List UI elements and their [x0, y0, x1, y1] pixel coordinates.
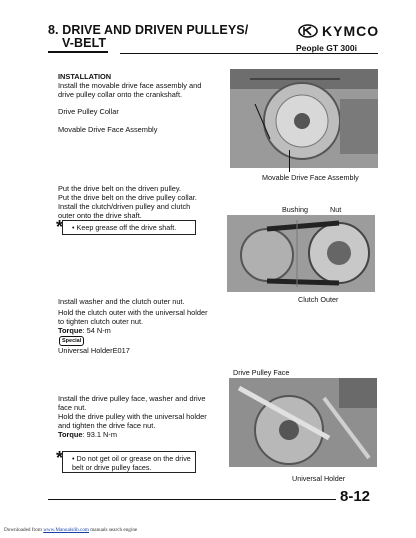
label-nut: Nut	[330, 205, 342, 214]
label-bushing: Bushing	[282, 205, 308, 214]
caption-movable-drive-face: Movable Drive Face Assembly	[262, 173, 359, 182]
chapter-title-line1: 8. DRIVE AND DRIVEN PULLEYS/	[48, 23, 249, 37]
section4-line1: Install the drive pulley face, washer and drive face nut.	[58, 394, 206, 412]
footer-rule	[48, 499, 336, 500]
page-number: 8-12	[340, 488, 371, 505]
caption-leader-line	[289, 150, 290, 172]
section1-body: Install the movable drive face assembly and drive pulley collar onto the crankshaft.	[58, 81, 202, 99]
section2-text	[58, 184, 208, 220]
section3-text	[58, 297, 210, 335]
caution-asterisk-icon: *	[56, 448, 64, 468]
header-underline	[48, 51, 108, 53]
engine-photo-1	[230, 69, 378, 168]
chapter-title	[48, 24, 248, 50]
note-box-grease	[62, 220, 196, 235]
photo-drive-belt	[227, 215, 375, 292]
torque-line-2	[58, 430, 210, 439]
bullet-icon: •	[72, 454, 75, 463]
engine-photo-2	[227, 215, 375, 292]
footer-suffix: manuals search engine	[88, 527, 138, 533]
engine-photo-3	[229, 378, 377, 467]
section3-line1: Install washer and the clutch outer nut.	[58, 297, 185, 306]
note-text: Do not get oil or grease on the drive belt or drive pulley faces.	[72, 454, 191, 472]
brand-logo	[298, 23, 379, 39]
section2-line3: Install the clutch/driven pulley and clutch outer onto the drive shaft.	[58, 202, 191, 220]
callout-movable-drive-face: Movable Drive Face Assembly	[58, 125, 158, 134]
section4-line2: Hold the drive pulley with the universal holder and tighten the drive face nut.	[58, 412, 207, 430]
label-clutch-outer: Clutch Outer	[298, 295, 339, 304]
caution-asterisk-icon: *	[56, 217, 64, 237]
section2-line1: Put the drive belt on the driven pulley.	[58, 184, 182, 193]
torque-value: : 54 N-m	[82, 326, 111, 335]
callout-drive-pulley-collar: Drive Pulley Collar	[58, 107, 119, 116]
photo-movable-drive-face	[230, 69, 378, 168]
manualslib-link[interactable]: www.Manualslib.com	[43, 527, 89, 533]
photo-drive-pulley-face	[229, 378, 377, 467]
note-box-oil	[62, 451, 196, 473]
chapter-title-line2: V-BELT	[62, 36, 107, 50]
note-text: Keep grease off the drive shaft.	[76, 223, 177, 232]
section2-line2: Put the drive belt on the drive pulley collar.	[58, 193, 197, 202]
footer-prefix: Downloaded from	[4, 527, 44, 533]
download-footer	[4, 527, 137, 533]
section1-text	[58, 72, 208, 99]
kymco-logo-icon	[298, 24, 318, 38]
header-rule	[120, 53, 378, 54]
brand-name: KYMCO	[322, 23, 380, 39]
label-universal-holder: Universal Holder	[292, 474, 346, 483]
torque-value: : 93.1 N-m	[82, 430, 117, 439]
special-tool-badge: Special	[59, 336, 84, 346]
torque-label: Torque	[58, 430, 83, 439]
model-name: People GT 300i	[296, 43, 357, 53]
section4-text	[58, 394, 210, 439]
torque-line-1	[58, 326, 210, 335]
torque-label: Torque	[58, 326, 83, 335]
special-tool-name: Universal HolderE017	[58, 346, 130, 355]
bullet-icon: •	[72, 223, 75, 232]
label-drive-pulley-face: Drive Pulley Face	[233, 368, 290, 377]
section-heading: INSTALLATION	[58, 72, 112, 81]
section3-line2: Hold the clutch outer with the universal holder to tighten clutch outer nut.	[58, 308, 208, 326]
